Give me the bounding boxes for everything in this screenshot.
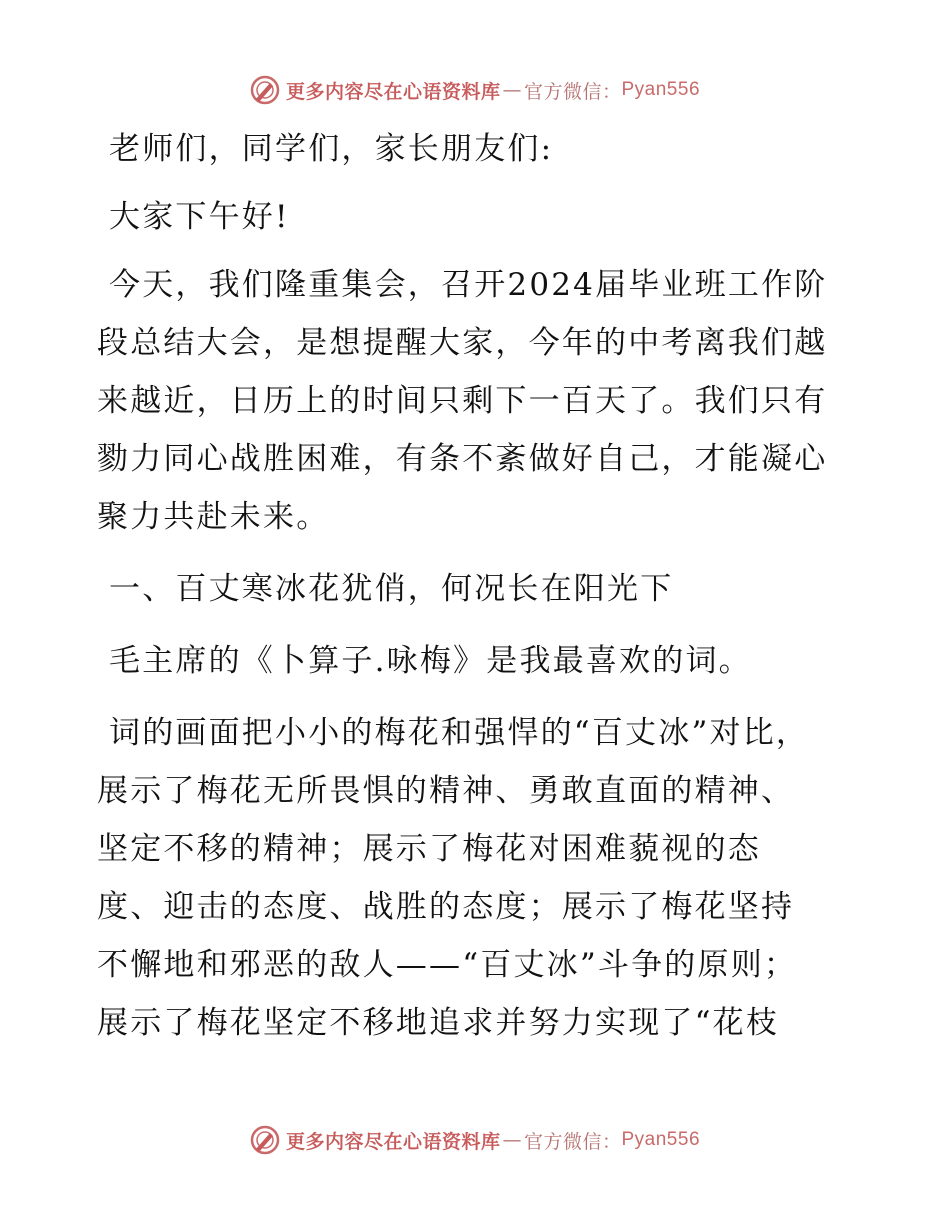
- pen-logo-icon: [250, 75, 280, 105]
- body-paragraph: 词的画面把小小的梅花和强悍的“百丈冰”对比，展示了梅花无所畏惧的精神、勇敢直面的精神、坚定不移的精神；展示了梅花对困难藐视的态度、迎击的态度、战胜的态度；展示了梅花坚持不懈地和邪恶的敌人——“百丈冰”斗争的原则；展示了梅花坚定不移地追求并努力实现了“花枝: [97, 715, 810, 1041]
- watermark-label: 官方微信：: [523, 80, 622, 103]
- pen-logo-icon: [250, 1125, 280, 1155]
- intro-paragraph: 今天，我们隆重集会，召开2024届毕业班工作阶段总结大会，是想提醒大家，今年的中考离我们越来越近，日历上的时间只剩下一百天了。我们只有勠力同心战胜困难，有条不紊做好自己，才能凝心聚力共赴未来。: [97, 267, 828, 535]
- salutation: 老师们，同学们，家长朋友们:: [109, 131, 554, 167]
- poem-line: 毛主席的《卜算子.咏梅》是我最喜欢的词。: [109, 643, 752, 679]
- watermark-footer: [0, 1120, 950, 1160]
- watermark-id: Pyan556: [621, 79, 701, 100]
- watermark-label: 官方微信：: [523, 1130, 622, 1153]
- watermark-text: 更多内容尽在心语资料库: [285, 80, 501, 103]
- document-body: [97, 120, 857, 1066]
- watermark-id: Pyan556: [621, 1129, 701, 1150]
- watermark-header: [0, 70, 950, 110]
- watermark-dash: —: [502, 79, 522, 101]
- watermark-text: 更多内容尽在心语资料库: [285, 1130, 501, 1153]
- section-heading: 一、百丈寒冰花犹俏，何况长在阳光下: [109, 571, 674, 607]
- greeting: 大家下午好!: [109, 199, 290, 235]
- watermark-dash: —: [502, 1129, 522, 1151]
